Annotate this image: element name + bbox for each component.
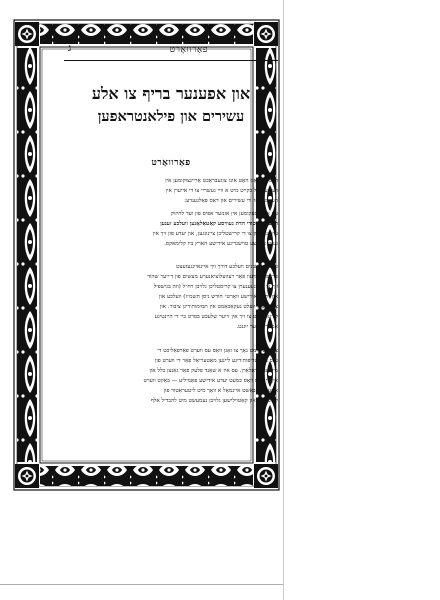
header-rule — [64, 60, 278, 61]
text-line: מיליאָנען דאָלאַרן. עס איז א שאַנד פּלעק פאַר גאַנצן כלל און — [149, 368, 278, 374]
text-line: אין ״דאָס אידישע וואָרט״ חודש ניסן תשמ״ז) וועלכע און — [158, 294, 278, 300]
text-line: הכשרות ויסודי הדת געוויסע קאַטאַלאָגען וועלכע זענען — [160, 221, 278, 227]
text-line: אנגעפילט באַשט איינמאָל א וואָך מיט ליטעראַטור פון — [163, 388, 278, 394]
text-line: אַמעריקאַנער יוגנט. — [236, 324, 278, 330]
text-line: עס איז אָנגעקומען אין אונזער אפיס פון ועד לחיזוק — [170, 211, 278, 217]
text-line: לידער רופט צו זיך אין זייער שלעכט בסרט ביי די היינטיגע — [154, 314, 278, 320]
text-line: גאַס מיט טריפות׳דיגע ליינען מאַטעריאַל פאַר די ווערט פון — [154, 358, 278, 364]
paragraph-3 — [64, 262, 278, 332]
paragraph-4 — [64, 346, 278, 406]
text-line: געמליך ראַבנים וועלכע דורך זיך איינאיינגעזעצט — [176, 264, 278, 270]
running-head — [64, 40, 278, 60]
text-line: די סיבה וואָס האָט אונז צוגעבראַכט אַריינצוקומען אין — [165, 178, 278, 184]
section-heading: פאַרוואָרט — [151, 158, 191, 168]
title-line-2: עשירים און פילאנטראפען — [97, 108, 245, 125]
title-line-1: און אפענער בריף צו אלע — [91, 84, 251, 103]
page-title — [64, 82, 278, 128]
scan-edge-line — [283, 0, 284, 600]
text-line: עושינען און צו די קרישטליכן ציינונגען, און יעדע פון זיך אין — [152, 231, 278, 237]
text-line: קריסטליך און קאַטוילישען גלויבן נעמעשט מיט להבדיל אלף — [150, 398, 278, 404]
text-line: צוגעליכען וועלט נעקאַכאַמט אין תמימות׳דיגן ציבור. און — [159, 304, 278, 310]
paragraph-2 — [64, 209, 278, 249]
text-line: העדצער פון די עשירים און דאָס פּאָלגענדע: — [184, 198, 278, 204]
text-line: זיך צו דערנעענערן צו קריסטליכן גלויבן רח״ל (וזה בגישפּיל — [153, 284, 278, 290]
text-area — [64, 30, 278, 486]
scan-bottom-line — [0, 584, 283, 585]
text-line: פּראָפּאַגאַנדעוו פאַר רעוועלוציאנערע מעשים פון ד׳ייער שהוד — [147, 274, 278, 280]
text-line: צו דעם קומט נאָך צו זאָגן וואָס עס ווערט פאַרפאַליכט די — [157, 348, 278, 354]
running-title: פאַרוואָרט — [169, 45, 208, 55]
page-number: ג — [68, 43, 72, 54]
text-line: דער עפנטליכקייט מיט א וויי געשריי צו די אייערן אין — [165, 188, 278, 194]
paragraph-1 — [64, 176, 278, 206]
text-line: גענוג אידישע טוישנדיגע אידישע הארץ ביז קלימאקס. — [164, 241, 278, 247]
text-line: אין די צייט וואָס כמעט יעדע אידישע פאַמיליע — באַקט ווערט — [143, 378, 278, 384]
